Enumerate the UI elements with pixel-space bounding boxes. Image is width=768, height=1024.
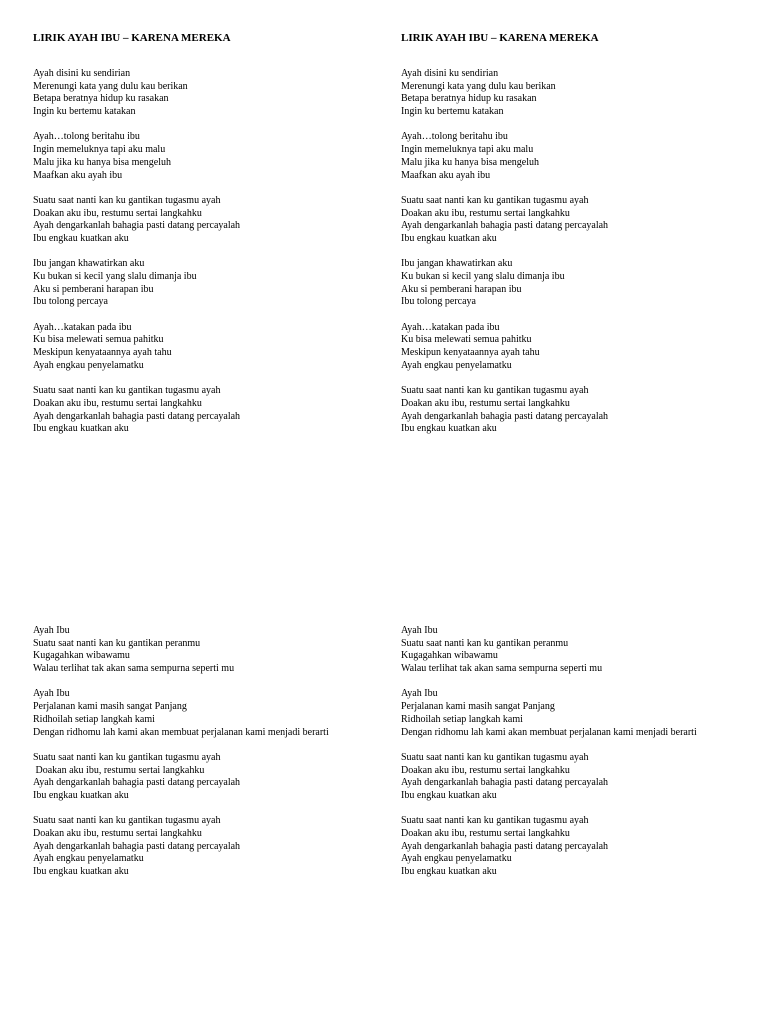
lyric-line: Ibu engkau kuatkan aku	[401, 232, 497, 244]
lyric-line: Ridhoilah setiap langkah kami	[33, 713, 155, 725]
lyric-line: Ayah dengarkanlah bahagia pasti datang percayalah	[33, 840, 241, 852]
stanza	[33, 385, 393, 436]
lyric-line: Ayah…katakan pada ibu	[33, 321, 132, 333]
lyric-line: Suatu saat nanti kan ku gantikan tugasmu ayah	[33, 815, 221, 827]
lyric-line: Ayah disini ku sendirian	[401, 68, 499, 79]
lyric-line: Ibu jangan khawatirkan aku	[33, 258, 145, 270]
lyric-line: Meskipun kenyataannya ayah tahu	[33, 347, 172, 359]
lyric-line: Ayah dengarkanlah bahagia pasti datang percayalah	[33, 410, 241, 422]
lyric-line: Suatu saat nanti kan ku gantikan peranmu	[33, 637, 201, 649]
stanza	[33, 195, 393, 246]
lyric-line: Merenungi kata yang dulu kau berikan	[33, 80, 188, 92]
lyric-line: Ayah Ibu	[401, 625, 438, 636]
lyric-line: Ibu engkau kuatkan aku	[401, 866, 497, 878]
lyric-line: Perjalanan kami masih sangat Panjang	[33, 701, 187, 713]
lyric-line: Ayah Ibu	[33, 625, 70, 636]
lyric-line: Ridhoilah setiap langkah kami	[401, 713, 523, 725]
lyric-line: Ayah engkau penyelamatku	[401, 853, 512, 865]
lyric-line: Suatu saat nanti kan ku gantikan peranmu	[401, 637, 569, 649]
lyric-line: Ibu engkau kuatkan aku	[401, 423, 497, 435]
lyric-line: Suatu saat nanti kan ku gantikan tugasmu ayah	[401, 751, 589, 763]
lyrics-block-top-left	[33, 31, 393, 449]
lyrics-block-bottom-right	[401, 625, 761, 891]
stanza	[401, 322, 761, 373]
lyric-line: Doakan aku ibu, restumu sertai langkahku	[33, 207, 202, 219]
lyric-line: Suatu saat nanti kan ku gantikan tugasmu ayah	[33, 385, 221, 397]
lyric-line: Suatu saat nanti kan ku gantikan tugasmu ayah	[401, 194, 589, 206]
lyric-line: Ayah dengarkanlah bahagia pasti datang percayalah	[33, 777, 241, 789]
stanza	[401, 68, 761, 119]
stanza	[33, 625, 393, 676]
stanza-list	[33, 625, 393, 879]
lyric-line: Kugagahkan wibawamu	[401, 650, 498, 662]
lyric-line: Ibu tolong percaya	[33, 296, 108, 308]
lyric-line: Ingin ku bertemu katakan	[33, 106, 136, 118]
lyric-line: Kugagahkan wibawamu	[33, 650, 130, 662]
lyric-line: Dengan ridhomu lah kami akan membuat perjalanan kami menjadi berarti	[401, 726, 697, 738]
stanza	[401, 131, 761, 182]
stanza	[401, 195, 761, 246]
lyric-line: Maafkan aku ayah ibu	[401, 169, 491, 181]
lyric-line: Ayah dengarkanlah bahagia pasti datang percayalah	[401, 840, 609, 852]
lyric-line: Doakan aku ibu, restumu sertai langkahku	[33, 397, 202, 409]
stanza	[33, 815, 393, 878]
lyric-line: Doakan aku ibu, restumu sertai langkahku	[401, 397, 570, 409]
lyric-line: Suatu saat nanti kan ku gantikan tugasmu ayah	[33, 194, 221, 206]
lyric-line: Doakan aku ibu, restumu sertai langkahku	[401, 828, 570, 839]
lyric-line: Malu jika ku hanya bisa mengeluh	[401, 156, 540, 168]
lyric-line: Ayah engkau penyelamatku	[401, 359, 512, 371]
lyric-line: Dengan ridhomu lah kami akan membuat perjalanan kami menjadi berarti	[33, 726, 329, 738]
stanza-list	[401, 625, 761, 879]
stanza	[401, 688, 761, 739]
lyric-line: Ingin memeluknya tapi aku malu	[401, 144, 534, 156]
lyrics-title: LIRIK AYAH IBU – KARENA MEREKA	[33, 32, 231, 44]
stanza	[33, 68, 393, 119]
stanza	[401, 815, 761, 878]
lyric-line: Suatu saat nanti kan ku gantikan tugasmu ayah	[401, 815, 589, 827]
lyric-line: Ayah dengarkanlah bahagia pasti datang percayalah	[33, 220, 241, 232]
stanza	[401, 385, 761, 436]
stanza	[33, 322, 393, 373]
lyric-line: Betapa beratnya hidup ku rasakan	[33, 93, 169, 105]
lyric-line: Ayah dengarkanlah bahagia pasti datang percayalah	[401, 220, 609, 232]
stanza	[401, 752, 761, 803]
lyrics-block-top-right	[401, 31, 761, 449]
lyric-line: Ibu engkau kuatkan aku	[33, 789, 129, 801]
lyric-line: Doakan aku ibu, restumu sertai langkahku	[33, 764, 205, 776]
lyric-line: Ibu engkau kuatkan aku	[33, 866, 129, 878]
lyrics-block-bottom-left	[33, 625, 393, 891]
stanza	[401, 258, 761, 309]
lyric-line: Doakan aku ibu, restumu sertai langkahku	[401, 207, 570, 219]
stanza	[33, 752, 393, 803]
lyric-line: Ku bukan si kecil yang slalu dimanja ibu	[33, 271, 197, 282]
lyric-line: Suatu saat nanti kan ku gantikan tugasmu ayah	[401, 385, 589, 397]
lyric-line: Ayah…tolong beritahu ibu	[33, 131, 140, 143]
lyrics-title: LIRIK AYAH IBU – KARENA MEREKA	[401, 32, 599, 44]
lyric-line: Ayah engkau penyelamatku	[33, 853, 144, 865]
lyric-line: Aku si pemberani harapan ibu	[401, 283, 522, 295]
stanza-list	[33, 68, 393, 436]
lyric-line: Aku si pemberani harapan ibu	[33, 283, 154, 295]
lyric-line: Ibu engkau kuatkan aku	[33, 232, 129, 244]
lyric-line: Ku bisa melewati semua pahitku	[401, 334, 532, 346]
lyric-line: Betapa beratnya hidup ku rasakan	[401, 93, 537, 105]
lyric-line: Ibu engkau kuatkan aku	[401, 789, 497, 801]
stanza	[33, 258, 393, 309]
lyric-line: Merenungi kata yang dulu kau berikan	[401, 80, 556, 92]
lyric-line: Ayah…katakan pada ibu	[401, 321, 500, 333]
lyric-line: Ibu jangan khawatirkan aku	[401, 258, 513, 270]
lyric-line: Ibu engkau kuatkan aku	[33, 423, 129, 435]
lyric-line: Malu jika ku hanya bisa mengeluh	[33, 156, 172, 168]
lyric-line: Walau terlihat tak akan sama sempurna seperti mu	[33, 663, 235, 675]
lyric-line: Doakan aku ibu, restumu sertai langkahku	[33, 828, 202, 839]
lyric-line: Doakan aku ibu, restumu sertai langkahku	[401, 764, 570, 776]
lyric-line: Ingin ku bertemu katakan	[401, 106, 504, 118]
lyric-line: Ingin memeluknya tapi aku malu	[33, 144, 166, 156]
lyric-line: Suatu saat nanti kan ku gantikan tugasmu ayah	[33, 751, 221, 763]
lyric-line: Ayah Ibu	[33, 688, 70, 700]
lyric-line: Perjalanan kami masih sangat Panjang	[401, 701, 555, 713]
lyric-line: Walau terlihat tak akan sama sempurna seperti mu	[401, 663, 603, 675]
lyric-line: Meskipun kenyataannya ayah tahu	[401, 347, 540, 359]
lyric-line: Maafkan aku ayah ibu	[33, 169, 123, 181]
lyric-line: Ayah dengarkanlah bahagia pasti datang percayalah	[401, 410, 609, 422]
stanza	[401, 625, 761, 676]
lyric-line: Ayah dengarkanlah bahagia pasti datang percayalah	[401, 777, 609, 789]
stanza	[33, 688, 393, 739]
stanza-list	[401, 68, 761, 436]
lyric-line: Ku bisa melewati semua pahitku	[33, 334, 164, 346]
lyric-line: Ayah…tolong beritahu ibu	[401, 131, 508, 143]
lyric-line: Ibu tolong percaya	[401, 296, 476, 308]
lyric-line: Ayah Ibu	[401, 688, 438, 700]
lyric-line: Ayah disini ku sendirian	[33, 68, 131, 79]
lyric-line: Ku bukan si kecil yang slalu dimanja ibu	[401, 271, 565, 282]
lyric-line: Ayah engkau penyelamatku	[33, 359, 144, 371]
stanza	[33, 131, 393, 182]
